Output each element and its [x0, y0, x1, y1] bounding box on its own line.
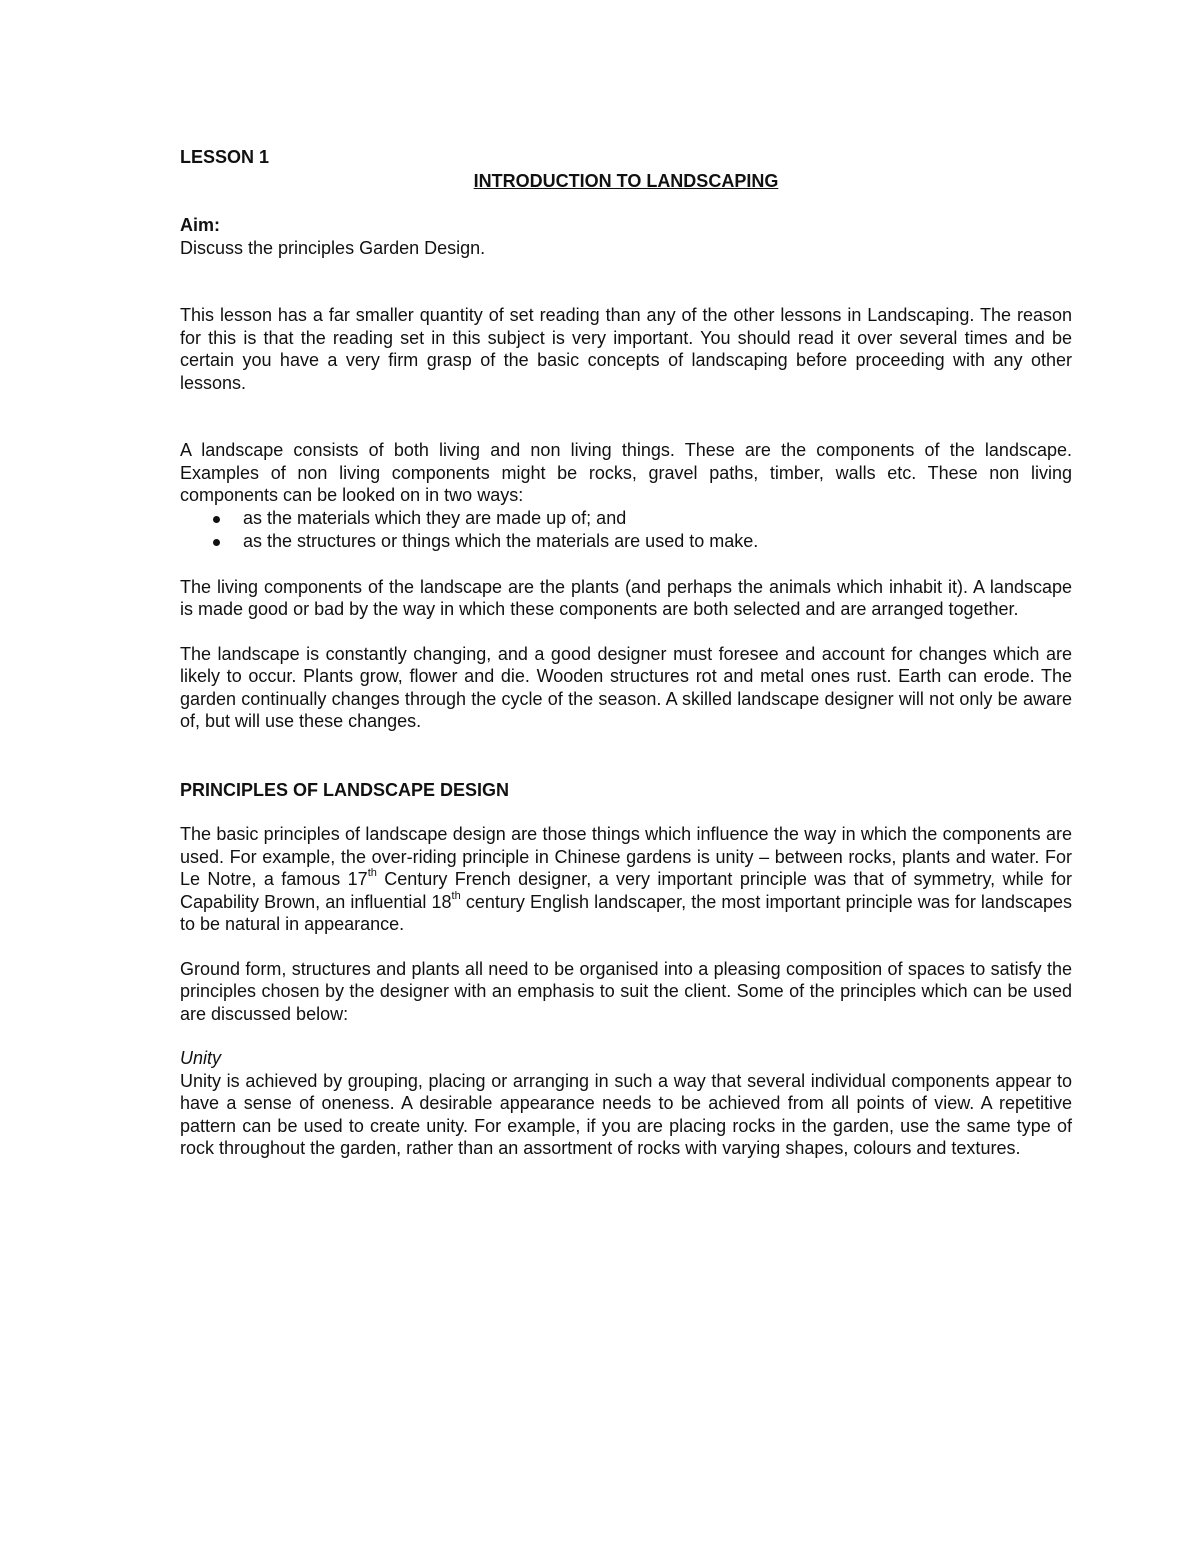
aim-label: Aim:	[180, 215, 220, 235]
living-paragraph: The living components of the landscape are the plants (and perhaps the animals which inhabit it). A landscape is made good or bad by the way in which these components are both selected and are arranged together.	[180, 576, 1072, 619]
principles-text-part2: Century French designer, a very important principle was that of symmetry, while for Capability Brown, an influential 18	[180, 869, 1072, 912]
ground-paragraph: Ground form, structures and plants all need to be organised into a pleasing composition of spaces to satisfy the principles chosen by the designer with an emphasis to suit the client. Some of the principles which can be used are discussed below:	[180, 958, 1072, 1024]
components-paragraph: A landscape consists of both living and non living things. These are the components of the landscape. Examples of non living components might be rocks, gravel paths, timber, walls etc. These non living components can be looked on in two ways:	[180, 440, 1072, 505]
document-title: INTRODUCTION TO LANDSCAPING	[473, 170, 779, 191]
changing-paragraph: The landscape is constantly changing, and a good designer must foresee and account for changes which are likely to occur. Plants grow, flower and die. Wooden structures rot and metal ones rust. Earth can erode. The garden continually changes through the cycle of the season. A skilled landscape designer will not only be aware of, but will use these changes.	[180, 643, 1072, 731]
unity-section	[180, 1047, 1072, 1160]
document-page	[180, 146, 1072, 1160]
ordinal-suffix: th	[451, 889, 461, 902]
intro-paragraph: This lesson has a far smaller quantity of set reading than any of the other lessons in Landscaping. The reason for this is that the reading set in this subject is very important. You should read it over several times and be certain you have a very firm grasp of the basic concepts of landscaping before proceeding with any other lessons.	[180, 305, 1072, 393]
principles-paragraph	[180, 823, 1072, 936]
unity-paragraph: Unity is achieved by grouping, placing or arranging in such a way that several individual components appear to have a sense of oneness. A desirable appearance needs to be achieved from all points of view. A repetitive pattern can be used to create unity. For example, if you are placing rocks in the garden, use the same type of rock throughout the garden, rather than an assortment of rocks with varying shapes, colours and textures.	[180, 1070, 1072, 1158]
principles-text-part1: The basic principles of landscape design are those things which influence the way in which the components are used. For example, the over-riding principle in Chinese gardens is unity – between rocks, plants and water. For Le Notre, a famous 17	[180, 824, 1072, 889]
principles-heading: PRINCIPLES OF LANDSCAPE DESIGN	[180, 779, 510, 800]
lesson-label: LESSON 1	[180, 147, 270, 167]
list-item	[180, 507, 1072, 531]
unity-heading: Unity	[180, 1048, 222, 1068]
aim-section	[180, 214, 1072, 259]
list-item-text: as the structures or things which the materials are used to make.	[243, 531, 759, 551]
bullet-icon	[213, 516, 220, 523]
components-bullet-list	[180, 507, 1072, 554]
principles-text-part3: century English landscaper, the most important principle was for landscapes to be natural in appearance.	[180, 891, 1072, 934]
list-item-text: as the materials which they are made up of; and	[243, 507, 627, 528]
list-item	[180, 530, 1072, 554]
ordinal-suffix: th	[367, 867, 377, 879]
aim-text: Discuss the principles Garden Design.	[180, 237, 486, 258]
bullet-icon	[213, 539, 220, 546]
